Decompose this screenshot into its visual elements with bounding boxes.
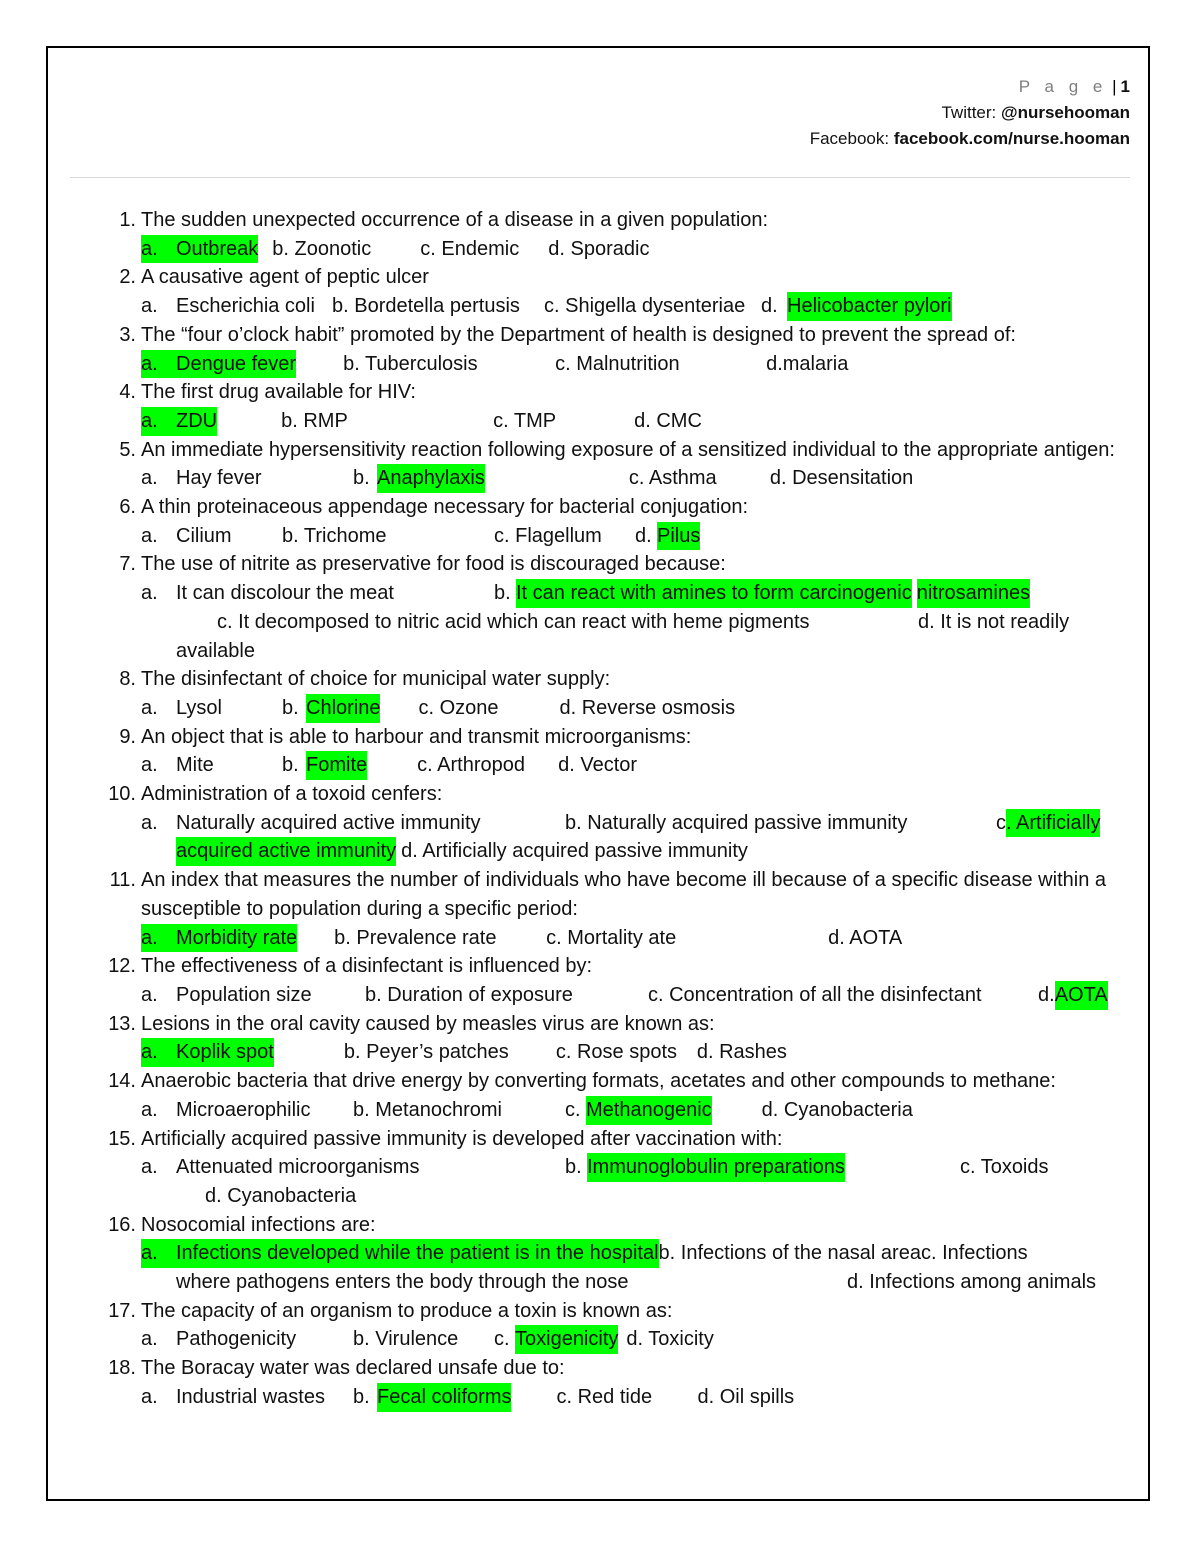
- correct-answer: It can react with amines to form carcinogenic: [516, 579, 912, 608]
- question-15: 15. Artificially acquired passive immunity is developed after vaccination with: a. Attenuated microorganisms b. Immunoglobulin preparations c. Toxoids d. Cyanobacteria: [104, 1125, 1130, 1211]
- correct-answer: Pilus: [657, 522, 700, 551]
- question-text: The capacity of an organism to produce a toxin is known as:: [141, 1299, 673, 1322]
- question-text: The disinfectant of choice for municipal water supply:: [141, 668, 611, 691]
- question-9: 9. An object that is able to harbour and transmit microorganisms: a. Mite b. Fomite c. Arthropod d. Vector: [104, 723, 1130, 780]
- question-text: The “four o’clock habit” promoted by the Department of health is designed to prevent the spread of:: [141, 323, 1016, 346]
- correct-answer: ZDU: [176, 407, 217, 436]
- correct-answer: Anaphylaxis: [377, 464, 485, 493]
- question-text: The use of nitrite as preservative for food is discouraged because:: [141, 553, 726, 576]
- question-1: 1. The sudden unexpected occurrence of a disease in a given population: a. Outbreak b. Zoonotic c. Endemic d. Sporadic: [104, 206, 1130, 263]
- question-text: An index that measures the number of individuals who have become ill because of a specific disease within a susceptible to population during a specific period:: [141, 869, 1106, 920]
- question-8: 8. The disinfectant of choice for municipal water supply: a. Lysol b. Chlorine c. Ozone d. Reverse osmosis: [104, 665, 1130, 722]
- question-17: 17. The capacity of an organism to produce a toxin is known as: a. Pathogenicity b. Virulence c. Toxigenicity d. Toxicity: [104, 1297, 1130, 1354]
- options: a. Cilium b. Trichome c. Flagellum d. Pilus: [141, 522, 1130, 551]
- correct-answer: Morbidity rate: [176, 924, 297, 953]
- header-divider: [70, 177, 1130, 178]
- question-text: Lesions in the oral cavity caused by measles virus are known as:: [141, 1012, 715, 1035]
- options: a. Lysol b. Chlorine c. Ozone d. Reverse osmosis: [141, 694, 1130, 723]
- page-number-value: 1: [1120, 77, 1130, 96]
- question-18: 18. The Boracay water was declared unsafe due to: a. Industrial wastes b. Fecal coliforms c. Red tide d. Oil spills: [104, 1354, 1130, 1411]
- question-3: 3. The “four o’clock habit” promoted by the Department of health is designed to prevent the spread of: a. Dengue fever b. Tuberculosis c. Malnutrition d.malaria: [104, 321, 1130, 378]
- correct-answer: Helicobacter pylori: [787, 292, 952, 321]
- question-13: 13. Lesions in the oral cavity caused by measles virus are known as: a. Koplik spot b. Peyer’s patches c. Rose spots d. Rashes: [104, 1010, 1130, 1067]
- correct-answer: Toxigenicity: [515, 1325, 618, 1354]
- question-text: The effectiveness of a disinfectant is influenced by:: [141, 955, 593, 978]
- options: a. Mite b. Fomite c. Arthropod d. Vector: [141, 751, 1130, 780]
- page-number: P a g e | 1: [1018, 77, 1130, 96]
- question-7: 7. The use of nitrite as preservative for food is discouraged because: a. It can discolour the meat b. It can react with amines to form carcinogenic nitrosamines c. It decomposed to nitric acid which can react with heme pigments d. It is not readily available: [104, 550, 1130, 665]
- correct-answer: Chlorine: [306, 694, 380, 723]
- question-12: 12. The effectiveness of a disinfectant is influenced by: a. Population size b. Duration of exposure c. Concentration of all the disinfectant d. AOTA: [104, 952, 1130, 1009]
- correct-answer: Outbreak: [176, 235, 258, 264]
- options: a. ZDU b. RMP c. TMP d. CMC: [141, 407, 1130, 436]
- question-list: [104, 206, 1130, 1412]
- question-6: 6. A thin proteinaceous appendage necessary for bacterial conjugation: a. Cilium b. Trichome c. Flagellum d. Pilus: [104, 493, 1130, 550]
- question-text: A causative agent of peptic ulcer: [141, 266, 429, 289]
- options: a. It can discolour the meat b. It can react with amines to form carcinogenic nitrosamines: [141, 579, 1130, 608]
- twitter-handle[interactable]: @nursehooman: [1001, 103, 1130, 122]
- question-text: An object that is able to harbour and transmit microorganisms:: [141, 725, 692, 748]
- options: a. Naturally acquired active immunity b. Naturally acquired passive immunity c . Artificially: [141, 809, 1130, 838]
- correct-answer: Fomite: [306, 751, 367, 780]
- page-label: P a g e: [1018, 77, 1108, 96]
- question-text: Nosocomial infections are:: [141, 1213, 376, 1236]
- options: a. Microaerophilic b. Metanochromi c. Methanogenic d. Cyanobacteria: [141, 1096, 1130, 1125]
- question-4: 4. The first drug available for HIV: a. ZDU b. RMP c. TMP d. CMC: [104, 378, 1130, 435]
- page-header: [810, 74, 1130, 152]
- question-2: 2. A causative agent of peptic ulcer a. Escherichia coli b. Bordetella pertusis c. Shigella dysenteriae d. Helicobacter pylori: [104, 263, 1130, 320]
- options: a. Population size b. Duration of exposure c. Concentration of all the disinfectant d. AOTA: [141, 981, 1130, 1010]
- options: a. Outbreak b. Zoonotic c. Endemic d. Sporadic: [141, 235, 1130, 264]
- question-text: Artificially acquired passive immunity is developed after vaccination with:: [141, 1127, 783, 1150]
- question-10: 10. Administration of a toxoid cenfers: a. Naturally acquired active immunity b. Naturally acquired passive immunity c . Artificially acquired active immunity d. Artificially acquired passive immunity: [104, 780, 1130, 866]
- question-text: The sudden unexpected occurrence of a disease in a given population:: [141, 209, 769, 231]
- question-text: Administration of a toxoid cenfers:: [141, 783, 443, 806]
- options: a. Escherichia coli b. Bordetella pertusis c. Shigella dysenteriae d. Helicobacter pylori: [141, 292, 1130, 321]
- options: a. Infections developed while the patient is in the hospital b. Infections of the nasal area c. Infections: [141, 1239, 1130, 1268]
- options: a. Dengue fever b. Tuberculosis c. Malnutrition d.malaria: [141, 350, 1130, 379]
- options: a. Morbidity rate b. Prevalence rate c. Mortality ate d. AOTA: [141, 924, 1130, 953]
- twitter-line: Twitter: @nursehooman: [941, 103, 1130, 122]
- question-text: The first drug available for HIV:: [141, 381, 416, 404]
- options: a. Industrial wastes b. Fecal coliforms c. Red tide d. Oil spills: [141, 1383, 1130, 1412]
- correct-answer: Infections developed while the patient is in the hospital: [176, 1239, 659, 1268]
- question-5: 5. An immediate hypersensitivity reaction following exposure of a sensitized individual to the appropriate antigen: a. Hay fever b. Anaphylaxis c. Asthma d. Desensitation: [104, 436, 1130, 493]
- question-text: The Boracay water was declared unsafe due to:: [141, 1357, 565, 1380]
- question-text: A thin proteinaceous appendage necessary for bacterial conjugation:: [141, 496, 749, 519]
- options: a. Pathogenicity b. Virulence c. Toxigenicity d. Toxicity: [141, 1325, 1130, 1354]
- facebook-line: Facebook: facebook.com/nurse.hooman: [809, 129, 1130, 148]
- correct-answer: . Artificially: [1006, 809, 1100, 838]
- options: a. Koplik spot b. Peyer’s patches c. Rose spots d. Rashes: [141, 1038, 1130, 1067]
- question-14: 14. Anaerobic bacteria that drive energy by converting formats, acetates and other compounds to methane: a. Microaerophilic b. Metanochromi c. Methanogenic d. Cyanobacteria: [104, 1067, 1130, 1124]
- correct-answer: Immunoglobulin preparations: [587, 1153, 845, 1182]
- question-text: An immediate hypersensitivity reaction following exposure of a sensitized individual to the appropriate antigen:: [141, 438, 1115, 461]
- correct-answer: Koplik spot: [176, 1038, 274, 1067]
- facebook-link[interactable]: facebook.com/nurse.hooman: [893, 129, 1130, 148]
- options: a. Hay fever b. Anaphylaxis c. Asthma d. Desensitation: [141, 464, 1130, 493]
- correct-answer-cont: acquired active immunity: [176, 837, 396, 866]
- options: a. Attenuated microorganisms b. Immunoglobulin preparations c. Toxoids: [141, 1153, 1130, 1182]
- correct-answer: Methanogenic: [586, 1096, 712, 1125]
- correct-answer: Dengue fever: [176, 350, 296, 379]
- correct-answer: AOTA: [1055, 981, 1108, 1010]
- correct-answer: Fecal coliforms: [377, 1383, 511, 1412]
- question-text: Anaerobic bacteria that drive energy by converting formats, acetates and other compounds to methane:: [141, 1070, 1056, 1093]
- question-11: 11. An index that measures the number of individuals who have become ill because of a specific disease within a susceptible to population during a specific period: a. Morbidity rate b. Prevalence rate c. Mortality ate d. AOTA: [104, 866, 1130, 952]
- question-16: 16. Nosocomial infections are: a. Infections developed while the patient is in the hospital b. Infections of the nasal area c. Infections where pathogens enters the body through the nose d. Infections among animals: [104, 1211, 1130, 1297]
